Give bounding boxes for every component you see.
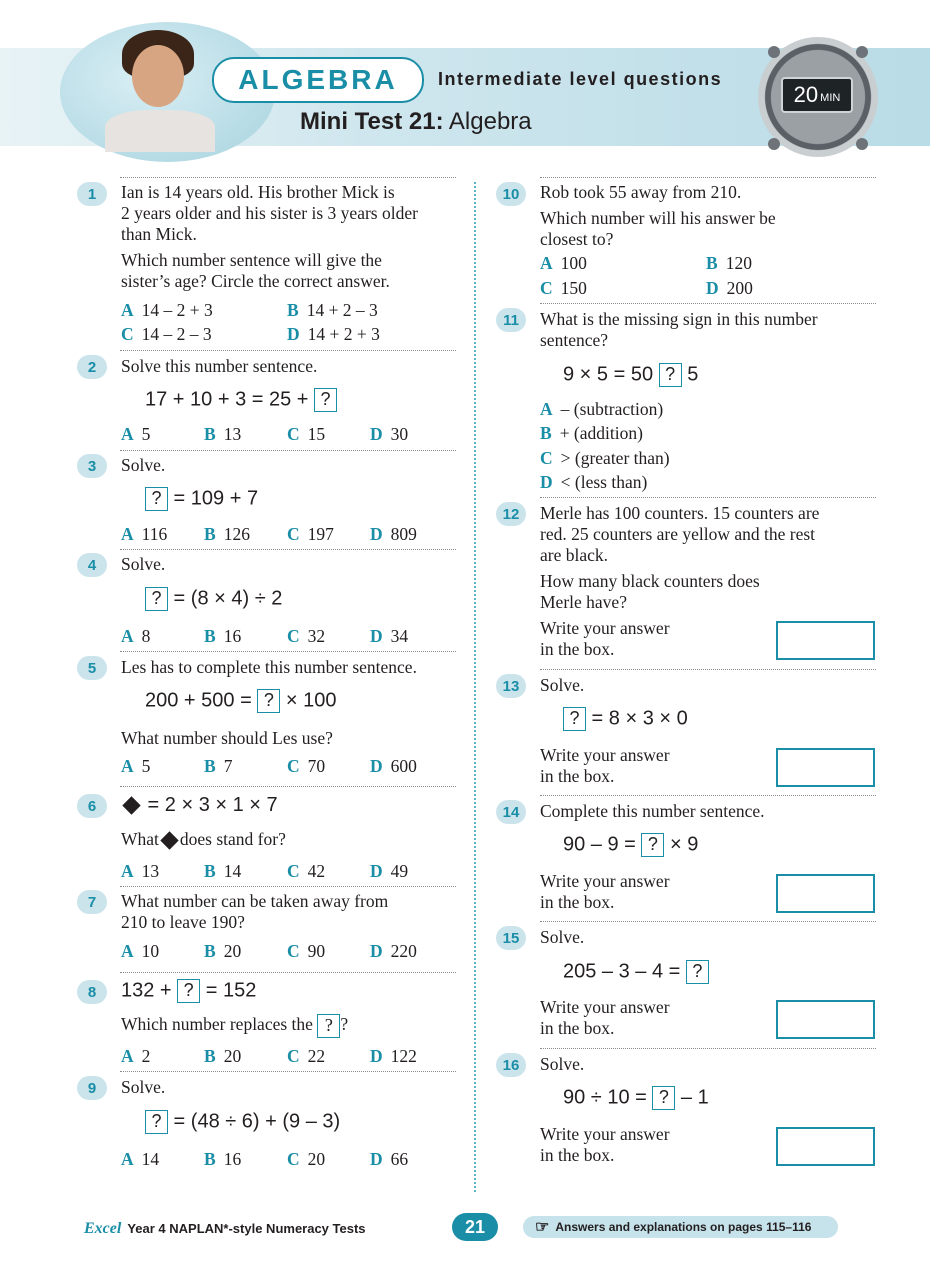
missing-value-box: ? (145, 1110, 168, 1134)
diamond-icon (122, 797, 140, 815)
question-text: Solve. (540, 1054, 585, 1074)
question-separator (540, 669, 876, 670)
answer-option[interactable]: B 120 (706, 253, 752, 273)
brand-logo: Excel (84, 1220, 122, 1237)
missing-value-box: ? (145, 587, 168, 611)
question-separator (120, 350, 456, 351)
question-number: 8 (77, 980, 107, 1004)
answer-option[interactable]: A – (subtraction) (540, 399, 664, 419)
page-title (300, 108, 532, 136)
question-text: Which number replaces the ? ? (121, 1014, 348, 1038)
question-separator (540, 303, 876, 304)
question-number: 1 (77, 182, 107, 206)
answer-option[interactable]: D 220 (370, 941, 417, 961)
answer-option[interactable]: C 22 (287, 1046, 326, 1066)
answer-option[interactable]: A 5 (121, 756, 151, 776)
question-number: 7 (77, 890, 107, 914)
answer-option[interactable]: A 14 – 2 + 3 (121, 300, 213, 320)
answer-option[interactable]: A 10 (121, 941, 160, 961)
question-text: What number can be taken away from (121, 891, 389, 911)
answer-option[interactable]: C 70 (287, 756, 326, 776)
answer-option[interactable]: A 13 (121, 861, 160, 881)
page-number: 21 (452, 1213, 498, 1241)
question-text: than Mick. (121, 224, 197, 244)
question-text: Merle has 100 counters. 15 counters are (540, 503, 820, 523)
missing-value-box: ? (257, 689, 280, 713)
answer-option[interactable]: D 49 (370, 861, 409, 881)
pointing-hand-icon: ☞ (535, 1219, 550, 1236)
answer-option[interactable]: D 809 (370, 524, 417, 544)
missing-value-box: ? (641, 833, 664, 857)
question-separator (120, 972, 456, 973)
missing-value-box: ? (145, 487, 168, 511)
question-number: 11 (496, 308, 526, 332)
answer-option[interactable]: C 197 (287, 524, 334, 544)
answer-option[interactable]: B 7 (204, 756, 233, 776)
question-text: Merle have? (540, 592, 627, 612)
question-text: Ian is 14 years old. His brother Mick is (121, 182, 395, 202)
answer-option[interactable]: B 14 + 2 – 3 (287, 300, 378, 320)
level-heading: Intermediate level questions (438, 69, 723, 89)
title-rest: Algebra (443, 108, 532, 135)
number-sentence: 9 × 5 = 50 ? 5 (563, 363, 699, 386)
instruction-text: in the box. (540, 766, 615, 786)
question-text: Les has to complete this number sentence. (121, 657, 417, 677)
instruction-text: in the box. (540, 1018, 615, 1038)
question-separator (120, 450, 456, 451)
timer-display (781, 77, 853, 113)
instruction-text: in the box. (540, 1145, 615, 1165)
answer-option[interactable]: A 2 (121, 1046, 151, 1066)
question-text: closest to? (540, 229, 614, 249)
question-separator (120, 1071, 456, 1072)
answer-input-box[interactable] (776, 1127, 875, 1166)
question-number: 14 (496, 800, 526, 824)
answer-option[interactable]: D 30 (370, 424, 409, 444)
answer-option[interactable]: B 13 (204, 424, 242, 444)
instruction-text: Write your answer (540, 618, 670, 638)
question-text: Solve. (540, 927, 585, 947)
question-number: 10 (496, 182, 526, 206)
question-number: 12 (496, 502, 526, 526)
instruction-text: in the box. (540, 892, 615, 912)
question-text: Solve. (121, 554, 166, 574)
answer-option[interactable]: C 15 (287, 424, 326, 444)
question-text: What does stand for? (121, 829, 286, 849)
question-text: Solve. (121, 1077, 166, 1097)
question-separator (120, 651, 456, 652)
answer-option[interactable]: C 32 (287, 626, 326, 646)
answer-input-box[interactable] (776, 874, 875, 913)
question-number: 6 (77, 794, 107, 818)
question-text: Which number sentence will give the (121, 250, 382, 270)
missing-value-box: ? (659, 363, 682, 387)
bolt-icon (856, 46, 868, 58)
answer-option[interactable]: A 100 (540, 253, 587, 273)
question-separator (120, 786, 456, 787)
question-text: red. 25 counters are yellow and the rest (540, 524, 816, 544)
question-text: What number should Les use? (121, 728, 333, 748)
answer-option[interactable]: C 42 (287, 861, 326, 881)
question-separator (120, 886, 456, 887)
title-bold: Mini Test 21: (300, 108, 444, 135)
answer-option[interactable]: B + (addition) (540, 423, 643, 443)
answers-text: Answers and explanations on pages 115–116 (555, 1220, 812, 1234)
number-sentence: ? = 109 + 7 (145, 487, 258, 511)
question-text: are black. (540, 545, 609, 565)
answer-input-box[interactable] (776, 1000, 875, 1039)
diamond-icon (160, 832, 178, 850)
number-sentence: 200 + 500 = ? × 100 (145, 689, 337, 712)
question-number: 2 (77, 355, 107, 379)
question-text: sentence? (540, 330, 609, 350)
number-sentence: = 2 × 3 × 1 × 7 (121, 794, 278, 817)
answer-option[interactable]: A 8 (121, 626, 151, 646)
question-number: 16 (496, 1053, 526, 1077)
question-number: 13 (496, 674, 526, 698)
answer-option[interactable]: B 14 (204, 861, 242, 881)
number-sentence: ? = (48 ÷ 6) + (9 – 3) (145, 1110, 340, 1134)
answer-option[interactable]: B 20 (204, 941, 242, 961)
answer-option[interactable]: D 14 + 2 + 3 (287, 324, 380, 344)
question-separator (540, 795, 876, 796)
question-text: Which number will his answer be (540, 208, 776, 228)
photo-girl-face (132, 45, 184, 107)
instruction-text: in the box. (540, 639, 615, 659)
answer-option[interactable]: B 16 (204, 1149, 242, 1169)
answer-option[interactable]: C 150 (540, 278, 587, 298)
question-text: Solve. (540, 675, 585, 695)
missing-value-box: ? (686, 960, 709, 984)
number-sentence: ? = 8 × 3 × 0 (563, 707, 688, 731)
instruction-text: Write your answer (540, 745, 670, 765)
timer-unit: MIN (820, 92, 841, 104)
bolt-icon (768, 46, 780, 58)
answer-option[interactable]: D 200 (706, 278, 753, 298)
question-number: 15 (496, 926, 526, 950)
answer-option[interactable]: C 20 (287, 1149, 326, 1169)
question-separator (120, 177, 456, 178)
answer-option[interactable]: A 116 (121, 524, 168, 544)
question-text: sister’s age? Circle the correct answer. (121, 271, 390, 291)
question-separator (120, 549, 456, 550)
answers-reference (523, 1216, 838, 1238)
topic-pill: ALGEBRA (212, 57, 424, 103)
number-sentence: ? = (8 × 4) ÷ 2 (145, 587, 282, 611)
answer-option[interactable]: C 90 (287, 941, 326, 961)
answer-option[interactable]: C > (greater than) (540, 448, 670, 468)
answer-option[interactable]: D 66 (370, 1149, 409, 1169)
bolt-icon (856, 138, 868, 150)
answer-option[interactable]: D 600 (370, 756, 417, 776)
question-text: Rob took 55 away from 210. (540, 182, 742, 202)
question-text: 2 years older and his sister is 3 years older (121, 203, 418, 223)
question-text: Solve. (121, 455, 166, 475)
answer-option[interactable]: A 14 (121, 1149, 160, 1169)
missing-value-box: ? (314, 388, 337, 412)
question-text: What is the missing sign in this number (540, 309, 818, 329)
missing-value-box: ? (317, 1014, 340, 1038)
number-sentence: 90 – 9 = ? × 9 (563, 833, 699, 856)
answer-option[interactable]: D < (less than) (540, 472, 648, 492)
question-number: 4 (77, 553, 107, 577)
answer-option[interactable]: B 20 (204, 1046, 242, 1066)
instruction-text: Write your answer (540, 997, 670, 1017)
question-text: Solve this number sentence. (121, 356, 318, 376)
question-text: How many black counters does (540, 571, 760, 591)
number-sentence: 132 + ? = 152 (121, 979, 257, 1002)
number-sentence: 205 – 3 – 4 = ? (563, 960, 709, 984)
question-number: 9 (77, 1076, 107, 1100)
answer-option[interactable]: C 14 – 2 – 3 (121, 324, 212, 344)
column-divider (474, 182, 476, 1192)
answer-option[interactable]: B 16 (204, 626, 242, 646)
answer-option[interactable]: D 34 (370, 626, 409, 646)
number-sentence: 90 ÷ 10 = ? – 1 (563, 1086, 709, 1109)
answer-option[interactable]: D 122 (370, 1046, 417, 1066)
book-name: Year 4 NAPLAN*-style Numeracy Tests (127, 1221, 366, 1236)
question-text: 210 to leave 190? (121, 912, 245, 932)
footer-book-title (84, 1220, 366, 1238)
question-number: 5 (77, 656, 107, 680)
question-number: 3 (77, 454, 107, 478)
question-text: Complete this number sentence. (540, 801, 765, 821)
answer-input-box[interactable] (776, 621, 875, 660)
answer-input-box[interactable] (776, 748, 875, 787)
number-sentence: 17 + 10 + 3 = 25 + ? (145, 388, 337, 412)
question-separator (540, 497, 876, 498)
answer-option[interactable]: A 5 (121, 424, 151, 444)
photo-girl-shirt (105, 110, 215, 152)
question-separator (540, 921, 876, 922)
timer-value: 20 (793, 82, 819, 107)
missing-value-box: ? (652, 1086, 675, 1110)
missing-value-box: ? (563, 707, 586, 731)
instruction-text: Write your answer (540, 871, 670, 891)
instruction-text: Write your answer (540, 1124, 670, 1144)
missing-value-box: ? (177, 979, 200, 1003)
bolt-icon (768, 138, 780, 150)
question-separator (540, 177, 876, 178)
question-separator (540, 1048, 876, 1049)
answer-option[interactable]: B 126 (204, 524, 250, 544)
